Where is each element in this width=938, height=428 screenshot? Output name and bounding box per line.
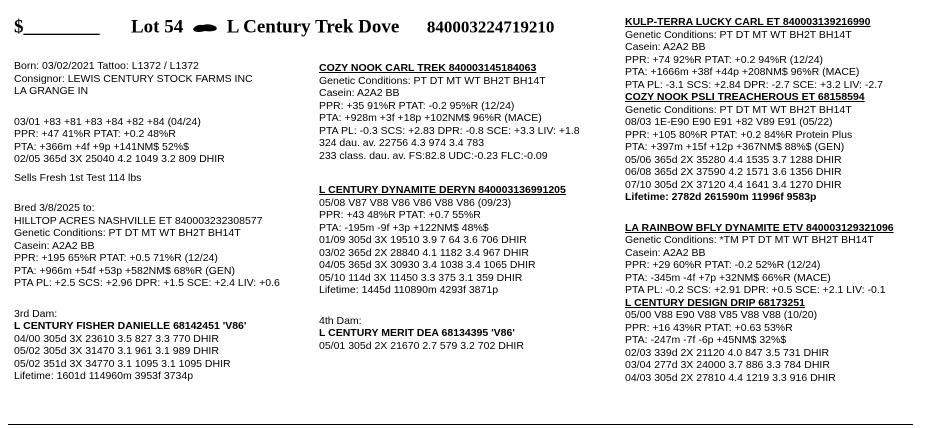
- sire-line: HILLTOP ACRES NASHVILLE ET 840003232308577: [14, 214, 263, 227]
- record-line: PPR: +47 41%R PTAT: +0.2 48%R: [14, 128, 176, 140]
- sire-of-dam2-info: Casein: A2A2 BB: [625, 246, 706, 259]
- dam3-name: L CENTURY FISHER DANIELLE 68142451 'V86': [14, 320, 247, 332]
- sire-of-dam2-info: PPR: +29 60%R PTAT: -0.2 52%R (12/24): [625, 259, 821, 271]
- record-line: PTA: +366m +4f +9p +141NM$ 52%$: [14, 140, 189, 153]
- dam3-record: 04/00 305d 3X 23610 3.5 827 3.3 770 DHIR: [14, 332, 219, 345]
- dam-of-sire-info: Genetic Conditions: PT DT MT WT BH2T BH14T: [625, 103, 852, 116]
- dam-name: L CENTURY DYNAMITE DERYN 840003136991205: [319, 184, 566, 196]
- sire-info: Genetic Conditions: PT DT MT WT BH2T BH14T: [14, 227, 241, 239]
- sire-of-dam2-info: PTA: -345m -4f +7p +32NM$ 66%R (MACE): [625, 271, 831, 284]
- sire-of-dam2-info: PTA PL: -0.2 SCS: +2.91 DPR: +0.5 SCE: +2.1 LIV: -0.1: [625, 284, 886, 296]
- animal-name: L Century Trek Dove: [226, 16, 400, 38]
- sire-of-dam-info: Casein: A2A2 BB: [319, 87, 400, 99]
- dam2-info: 05/00 V88 E90 V88 V85 V88 V88 (10/20): [625, 309, 818, 321]
- sire-of-dam2-name: LA RAINBOW BFLY DYNAMITE ETV 840003129321096: [625, 221, 894, 234]
- dam-of-sire-info: 07/10 305d 2X 37120 4.4 1641 3.4 1270 DHIR: [625, 178, 842, 191]
- sells-line: Sells Fresh 1st Test 114 lbs: [14, 171, 142, 184]
- sire-of-dam-info: PTA: +928m +3f +18p +102NM$ 96%R (MACE): [319, 112, 542, 124]
- bred-line: Bred 3/8/2025 to:: [14, 202, 95, 214]
- dam-info: PPR: +43 48%R PTAT: +0.7 55%R: [319, 209, 481, 221]
- right-column: [625, 16, 894, 384]
- dam-of-sire-info: PTA: +397m +15f +12p +367NM$ 88%$ (GEN): [625, 141, 845, 153]
- consignor-line: Consignor: LEWIS CENTURY STOCK FARMS INC: [14, 72, 253, 85]
- cow-icon: [192, 22, 218, 34]
- sire-of-dam-info: PTA PL: -0.3 SCS: +2.83 DPR: -0.8 SCE: +3.3 LIV: +1.8: [319, 124, 580, 137]
- sire-of-sire-info: PTA PL: -3.1 SCS: +2.84 DPR: -2.7 SCE: +3.2 LIV: -2.7: [625, 78, 883, 91]
- dam3-record: 05/02 351d 3X 34770 3.1 1095 3.1 1095 DHIR: [14, 357, 231, 370]
- dam2-info: 03/04 277d 3X 24000 3.7 886 3.3 784 DHIR: [625, 359, 830, 371]
- dam-lifetime: Lifetime: 1445d 110890m 4293f 3871p: [319, 284, 499, 296]
- sire-of-sire-info: Genetic Conditions: PT DT MT WT BH2T BH14T: [625, 28, 852, 41]
- sire-of-sire-info: PPR: +74 92%R PTAT: +0.2 94%R (12/24): [625, 53, 824, 66]
- dam2-info: PPR: +16 43%R PTAT: +0.63 53%R: [625, 321, 793, 334]
- born-line: Born: 03/02/2021 Tattoo: L1372 / L1372: [14, 60, 199, 72]
- dam4-record: 05/01 305d 2X 21670 2.7 579 3.2 702 DHIR: [319, 339, 524, 352]
- dam4-label: 4th Dam:: [319, 314, 362, 327]
- dam4-name: L CENTURY MERIT DEA 68134395 'V86': [319, 327, 515, 339]
- dam3-label: 3rd Dam:: [14, 307, 58, 320]
- sire-of-sire-info: PTA: +1666m +38f +44p +208NM$ 96%R (MACE): [625, 66, 860, 78]
- dam-info: 05/10 114d 3X 11450 3.3 375 3.1 359 DHIR: [319, 271, 523, 284]
- sire-of-sire-name: KULP-TERRA LUCKY CARL ET 840003139216990: [625, 16, 871, 28]
- dam-of-sire-lifetime: Lifetime: 2782d 261590m 11996f 9583p: [625, 191, 817, 203]
- record-line: 03/01 +83 +81 +83 +84 +82 +84 (04/24): [14, 115, 201, 128]
- lot-number: Lot 54: [131, 16, 184, 38]
- dam2-name: L CENTURY DESIGN DRIP 68173251: [625, 296, 805, 309]
- middle-column: [319, 62, 580, 352]
- left-column: [14, 60, 280, 383]
- price-blank: $________: [14, 16, 100, 38]
- sire-of-dam-info: Genetic Conditions: PT DT MT WT BH2T BH14T: [319, 74, 546, 87]
- sire-of-dam-name: COZY NOOK CARL TREK 840003145184063: [319, 62, 537, 74]
- dam-of-sire-info: 05/06 365d 2X 35280 4.4 1535 3.7 1288 DHIR: [625, 153, 842, 166]
- dam3-record: 05/02 305d 3X 31470 3.1 961 3.1 989 DHIR: [14, 345, 219, 357]
- lot-header: [14, 16, 554, 39]
- dam-info: PTA: -195m -9f +3p +122NM$ 48%$: [319, 221, 489, 234]
- dam2-info: 02/03 339d 2X 21120 4.0 847 3.5 731 DHIR: [625, 346, 830, 359]
- bottom-divider: [8, 424, 913, 425]
- sire-of-dam-info: PPR: +35 91%R PTAT: -0.2 95%R (12/24): [319, 99, 515, 112]
- dam-of-sire-info: PPR: +105 80%R PTAT: +0.2 84%R Protein Plus: [625, 128, 853, 141]
- registration-number: 840003224719210: [426, 17, 555, 37]
- sire-of-dam-info: 324 dau. av. 22756 4.3 974 3.4 783: [319, 137, 485, 149]
- dam3-lifetime: Lifetime: 1601d 114960m 3953f 3734p: [14, 370, 194, 382]
- dam-of-sire-name: COZY NOOK PSLI TREACHEROUS ET 68158594: [625, 91, 865, 103]
- sire-info: PTA: +966m +54f +53p +582NM$ 68%R (GEN): [14, 264, 236, 277]
- consignor-location: LA GRANGE IN: [14, 85, 89, 97]
- sire-of-dam2-info: Genetic Conditions: *TM PT DT MT WT BH2T BH14T: [625, 234, 874, 246]
- sire-of-dam-info: 233 class. dau. av. FS:82.8 UDC:-0.23 FLC:-0.09: [319, 149, 548, 162]
- sire-of-sire-info: Casein: A2A2 BB: [625, 41, 706, 53]
- dam-of-sire-info: 08/03 1E-E90 E90 E91 +82 V89 E91 (05/22): [625, 116, 833, 128]
- dam-info: 01/09 305d 3X 19510 3.9 7 64 3.6 706 DHIR: [319, 234, 527, 246]
- sire-info: PPR: +195 65%R PTAT: +0.5 71%R (12/24): [14, 252, 218, 264]
- sire-info: Casein: A2A2 BB: [14, 239, 95, 252]
- dam-info: 03/02 365d 2X 28840 4.1 1182 3.4 967 DHIR: [319, 246, 529, 259]
- dam-of-sire-info: 06/08 365d 2X 37590 4.2 1571 3.6 1356 DHIR: [625, 166, 842, 178]
- dam-info: 04/05 365d 3X 30930 3.4 1038 3.4 1065 DHIR: [319, 259, 536, 271]
- sire-info: PTA PL: +2.5 SCS: +2.96 DPR: +1.5 SCE: +2.4 LIV: +0.6: [14, 277, 280, 289]
- record-line: 02/05 365d 3X 25040 4.2 1049 3.2 809 DHIR: [14, 153, 225, 165]
- dam2-info: 04/03 305d 2X 27810 4.4 1219 3.3 916 DHIR: [625, 371, 836, 384]
- dam-info: 05/08 V87 V88 V86 V86 V88 V86 (09/23): [319, 196, 512, 209]
- dam2-info: PTA: -247m -7f -6p +45NM$ 32%$: [625, 334, 787, 346]
